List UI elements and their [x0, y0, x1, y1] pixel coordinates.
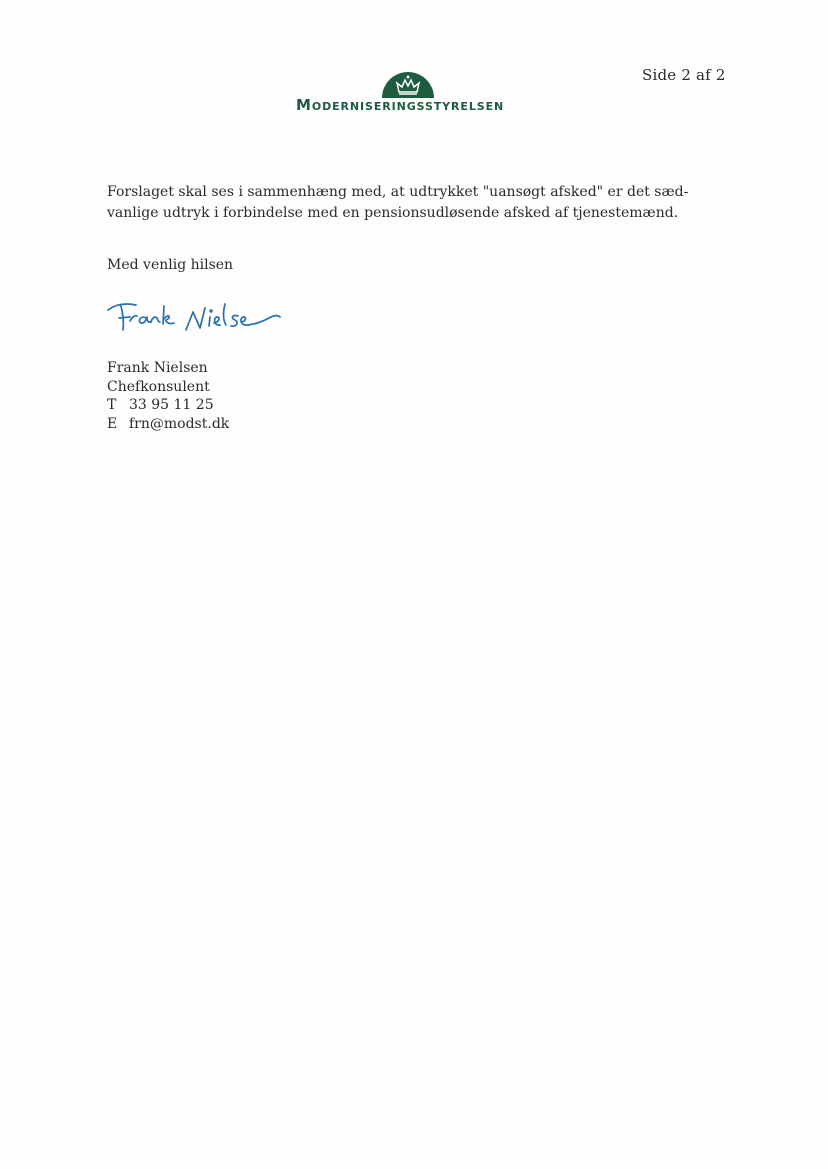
- signature-block: [107, 359, 229, 433]
- body-paragraph: [107, 182, 689, 224]
- closing-greeting: Med venlig hilsen: [107, 257, 234, 273]
- email-label: E: [107, 415, 118, 432]
- email-address: frn@modst.dk: [129, 415, 230, 432]
- crown-emblem-icon: [381, 68, 435, 98]
- page-number: Side 2 af 2: [642, 66, 726, 84]
- organization-name: [296, 96, 522, 114]
- body-line: vanlige udtryk i forbindelse med en pensionsudløsende afsked af tjenestemænd.: [107, 205, 679, 221]
- organization-name-initial: M: [296, 96, 312, 114]
- phone-number: 33 95 11 25: [129, 397, 214, 413]
- body-line: Forslaget skal ses i sammenhæng med, at udtrykket "uansøgt afsked" er det sæd-: [107, 184, 689, 200]
- email-row: [107, 415, 229, 434]
- signer-name: Frank Nielsen: [107, 360, 208, 376]
- phone-label: T: [107, 397, 117, 413]
- organization-name-rest: ODERNISERINGSSTYRELSEN: [311, 100, 505, 113]
- phone-row: [107, 396, 229, 415]
- signature: [104, 294, 286, 344]
- signer-title: Chefkonsulent: [107, 378, 210, 395]
